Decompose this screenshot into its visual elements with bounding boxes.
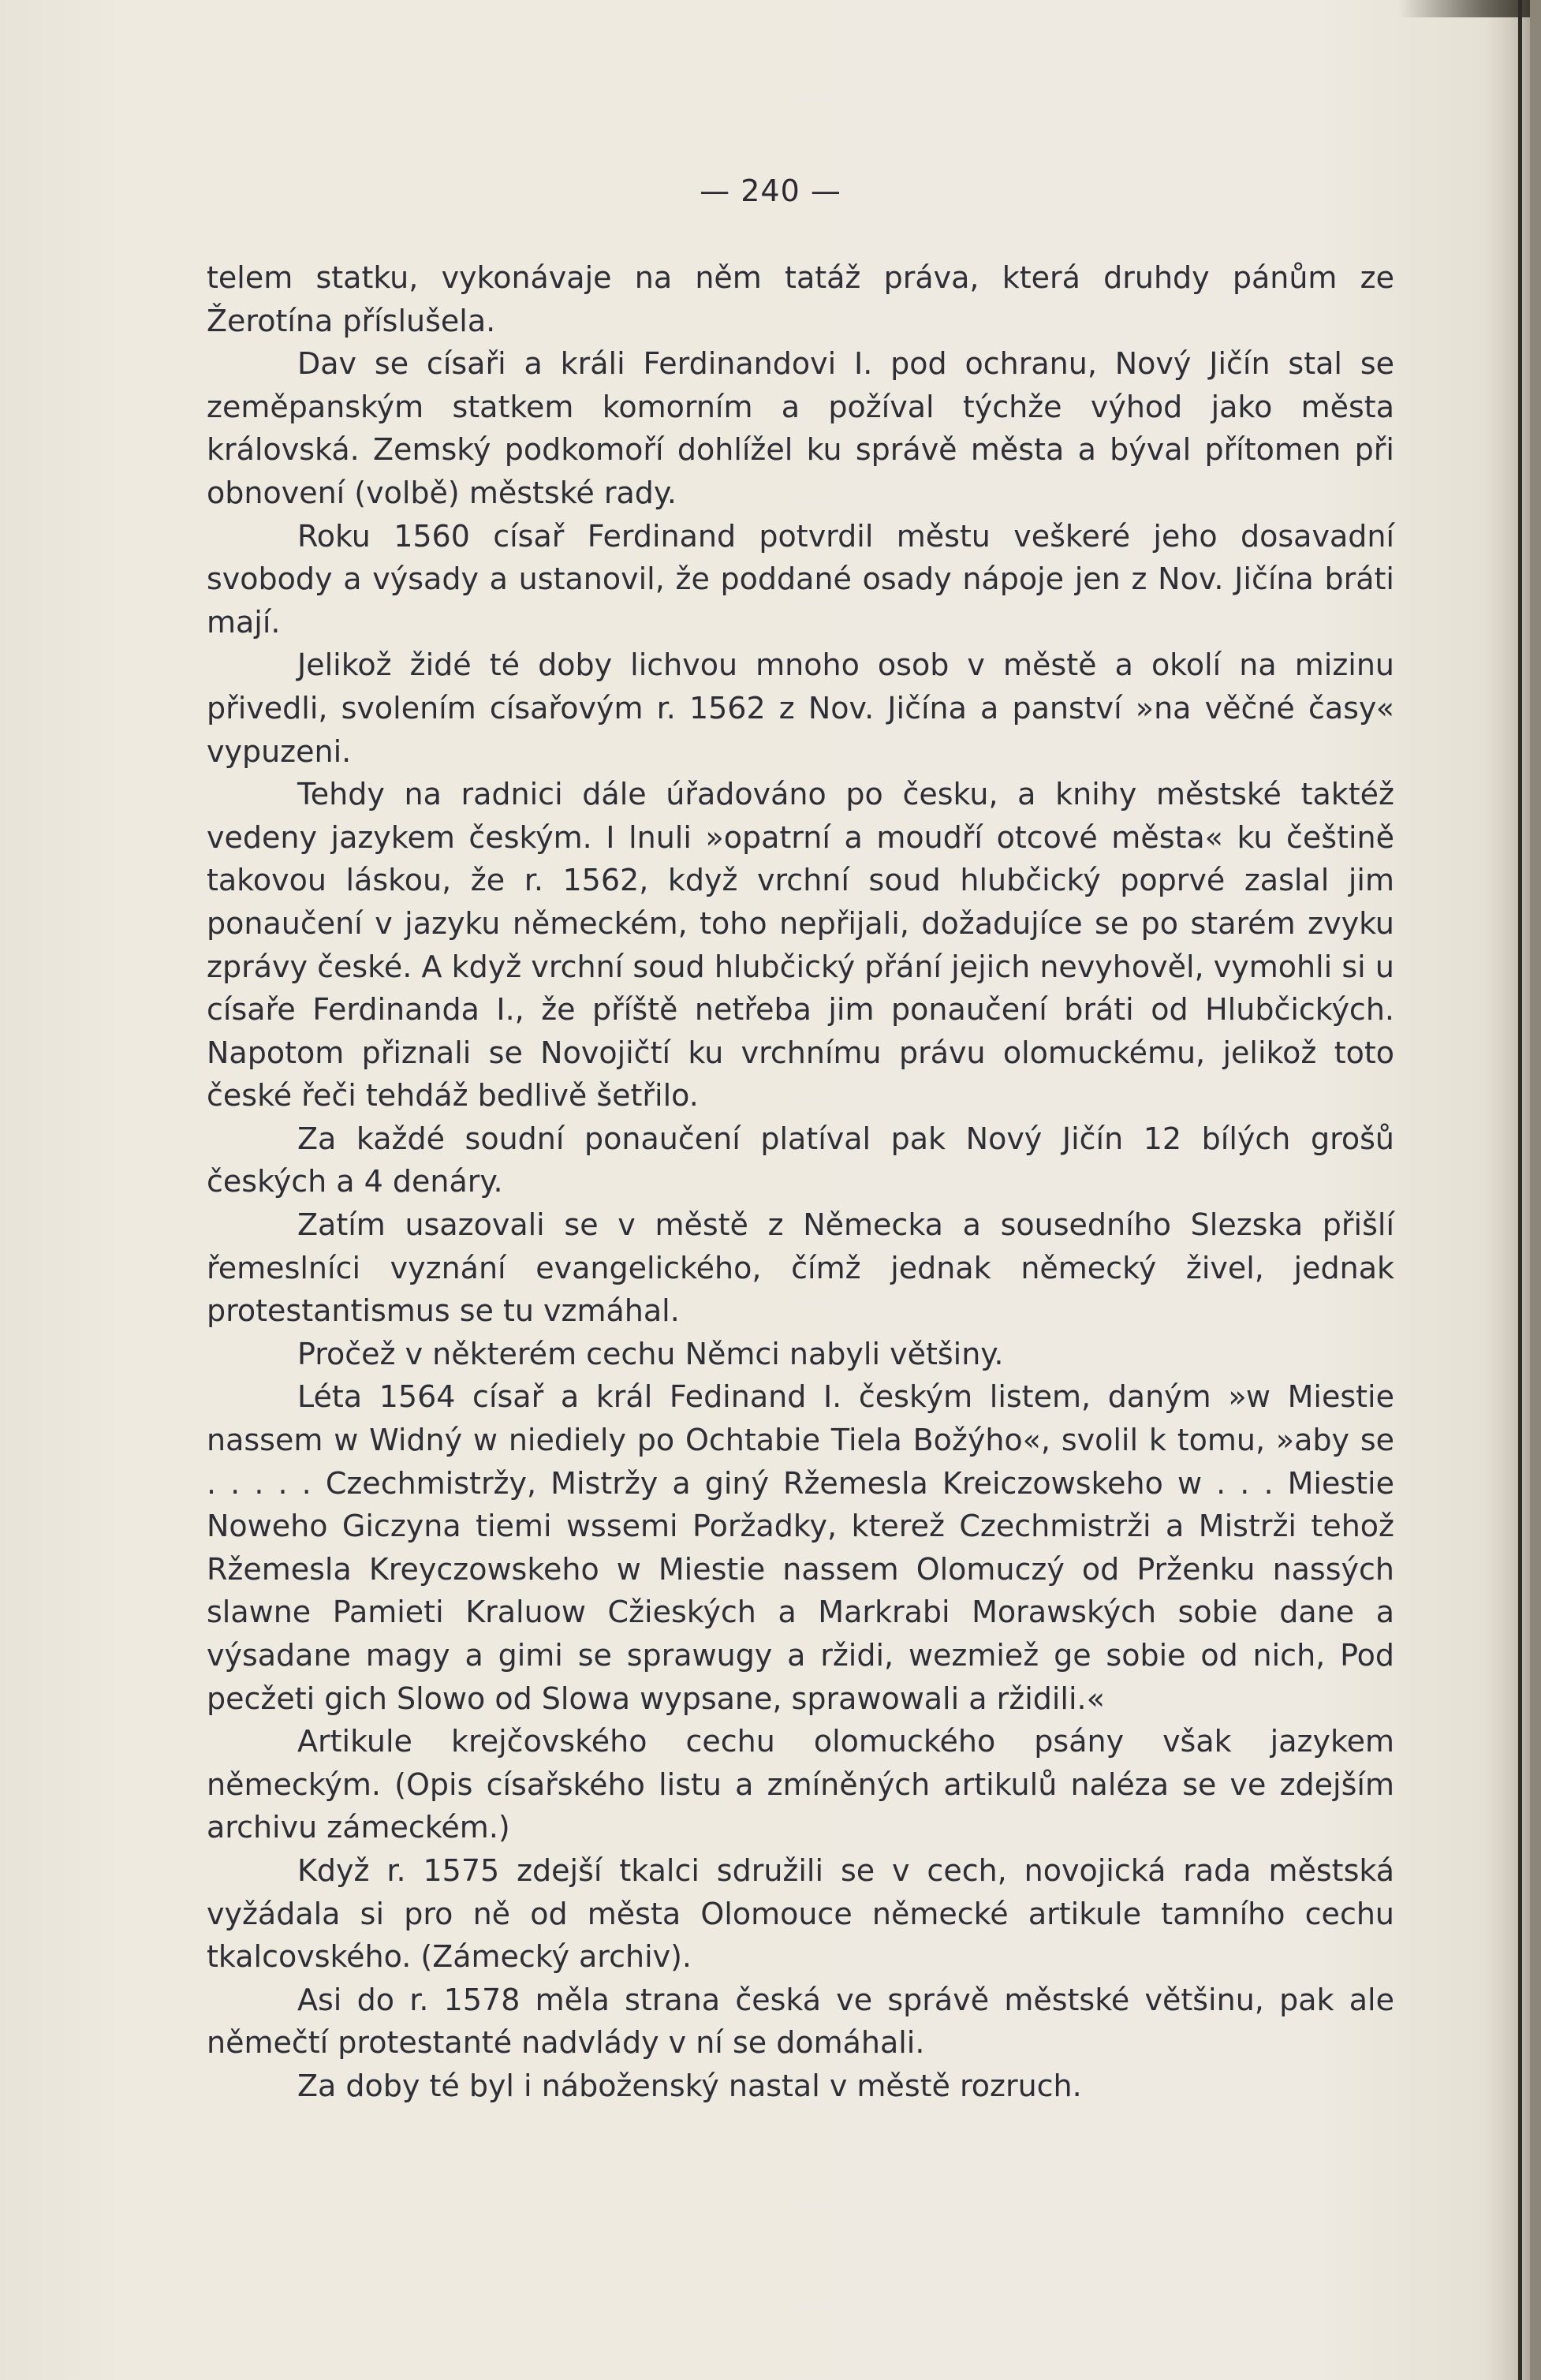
paragraph-9: Léta 1564 císař a král Fedinand I. českým listem, daným »w Miestie nassem w Widný w niediely po Ochtabie Tiela Božýho«, svolil k tomu, »aby se . . . . . Czechmistržy, Mistržy a giný Ržemesla Kreiczowskeho w . . . Miestie Noweho Giczyna tiemi wssemi Poržadky, kterež Czechmistrži a Mistrži tehož Ržemesla Kreyczowskeho w Miestie nassem Olomuczý od Prženku nassých slawne Pamieti Kraluow Cžieských a Markrabi Morawských sobie dane a výsadane magy a gimi se sprawugy a ržidi, wezmiež ge sobie od nich, Pod pecžeti gich Slowo od Slowa wypsane, sprawowali a ržidili.« <box>207 1379 1394 1716</box>
body-text <box>207 256 1394 2108</box>
paragraph-1: telem statku, vykonávaje na něm tatáž práva, která druhdy pánům ze Žerotína příslušela. <box>207 260 1394 338</box>
paragraph-8: Pročež v některém cechu Němci nabyli většiny. <box>297 1336 1004 1371</box>
paragraph-11: Když r. 1575 zdejší tkalci sdružili se v cech, novojická rada městská vyžádala si pro ně od města Olomouce německé artikule tamního cechu tkalcovského. (Zámecký archiv). <box>207 1852 1394 1975</box>
paragraph-2: Dav se císaři a králi Ferdinandovi I. pod ochranu, Nový Jičín stal se zeměpanským statkem komorním a požíval týchže výhod jako města královská. Zemský podkomoří dohlížel ku správě města a býval přítomen při obnovení (volbě) městské rady. <box>207 346 1394 510</box>
paragraph-12: Asi do r. 1578 měla strana česká ve správě městské většinu, pak ale němečtí protestanté nadvlády v ní se domáhali. <box>207 1982 1394 2061</box>
paragraph-10: Artikule krejčovského cechu olomuckého psány však jazykem německým. (Opis císařského listu a zmíněných artikulů naléza se ve zdejším archivu zámeckém.) <box>207 1724 1394 1845</box>
paragraph-7: Zatím usazovali se v městě z Německa a sousedního Slezska přišlí řemeslníci vyznání evangelického, čímž jednak německý živel, jednak protestantismus se tu vzmáhal. <box>207 1207 1394 1329</box>
binding-edge <box>1518 0 1522 2380</box>
paragraph-3: Roku 1560 císař Ferdinand potvrdil městu veškeré jeho dosavadní svobody a výsady a ustanovil, že poddané osady nápoje jen z Nov. Jičína bráti mají. <box>207 518 1394 640</box>
paragraph-5: Tehdy na radnici dále úřadováno po česku, a knihy městské taktéž vedeny jazykem českým. I lnuli »opatrní a moudří otcové města« ku češtině takovou láskou, že r. 1562, když vrchní soud hlubčický poprvé zaslal jim ponaučení v jazyku německém, toho nepřijali, dožadujíce se po starém zvyku zprávy české. A když vrchní soud hlubčický přání jejich nevyhověl, vymohli si u císaře Ferdinanda I., že příště netřeba jim ponaučení bráti od Hlubčických. Napotom přiznali se Novojičtí ku vrchnímu právu olomuckému, jelikož toto české řeči tehdáž bedlivě šetřilo. <box>207 777 1394 1114</box>
paragraph-6: Za každé soudní ponaučení platíval pak Nový Jičín 12 bílých grošů českých a 4 denáry. <box>207 1121 1394 1199</box>
paragraph-4: Jelikož židé té doby lichvou mnoho osob v městě a okolí na mizinu přivedli, svolením císařovým r. 1562 z Nov. Jičína a panství »na věčné časy« vypuzeni. <box>207 647 1394 769</box>
page-edge <box>1530 0 1541 2380</box>
page-number: — 240 — <box>700 173 841 208</box>
paragraph-13: Za doby té byl i náboženský nastal v městě rozruch. <box>297 2068 1082 2103</box>
